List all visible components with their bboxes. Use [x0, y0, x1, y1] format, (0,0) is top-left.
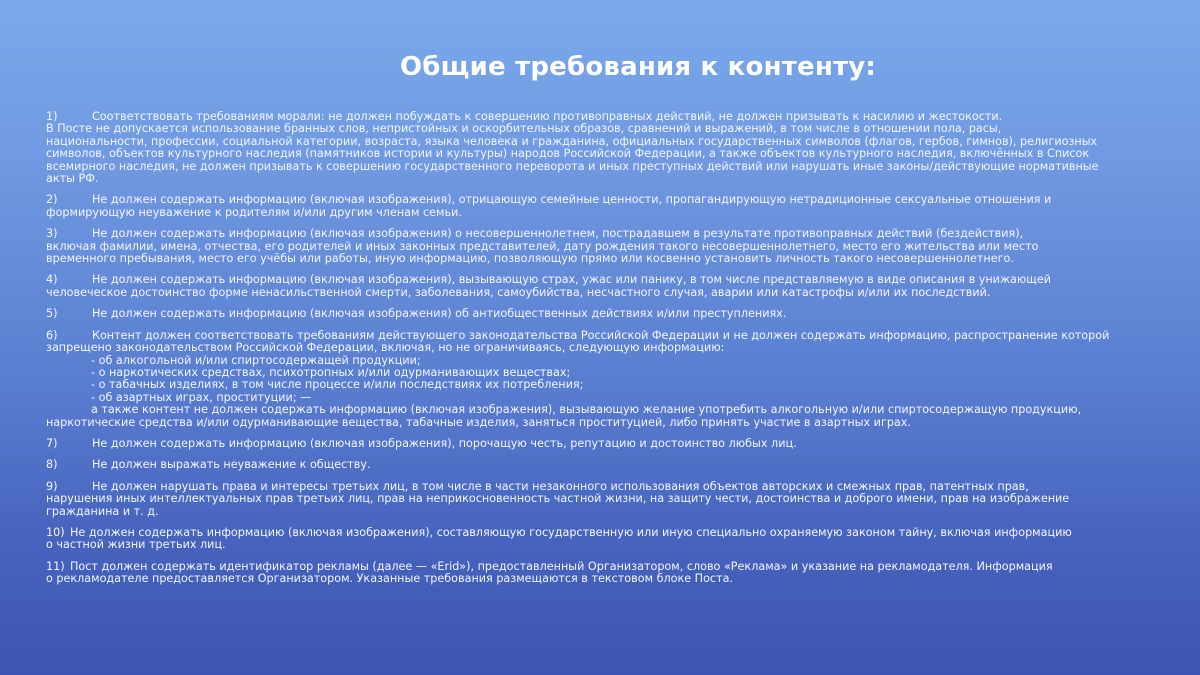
- sub-item: - об азартных играх, проституции; —: [91, 390, 312, 404]
- item-line: национальности, профессии, социальной категории, возраста, языка человека и гражданина, официальных государственных символов (флагов, гербов, гимнов), религиозных: [46, 134, 1098, 148]
- item-number: 5): [46, 307, 58, 321]
- requirement-item-7: [46, 438, 1191, 450]
- item-line: всемирного наследия, не должен призывать к совершению государственного переворота и иных преступных действий или нарушать иные законы/действующие нормативные: [46, 159, 1099, 173]
- item-line: о частной жизни третьих лиц.: [46, 538, 226, 552]
- sub-item: - о табачных изделиях, в том числе процессе и/или последствиях их потребления;: [91, 378, 584, 392]
- requirement-item-10: [46, 527, 1191, 552]
- item-line: включая фамилии, имена, отчества, его родителей и иных законных представителей, дату рождения такого несовершеннолетнего, место его жительства или место: [46, 239, 1039, 253]
- requirement-item-2: [46, 194, 1191, 219]
- item-line: временного пребывания, место его учёбы или работы, иную информацию, позволяющую прямо или косвенно установить личность такого несовершеннолетнего.: [46, 252, 1014, 266]
- item-number: 3): [46, 227, 58, 241]
- requirement-item-6: [46, 330, 1191, 429]
- item-number: 2): [46, 193, 58, 207]
- requirement-item-1: [46, 111, 1191, 185]
- requirements-list: [46, 111, 1191, 595]
- item-line: 9) Не должен нарушать права и интересы третьих лиц, в том числе в части незаконного использования объектов авторских и смежных прав, патентных прав,: [46, 479, 1029, 493]
- requirement-item-4: [46, 274, 1191, 299]
- sub-item: - о наркотических средствах, психотропных и/или одурманивающих веществах;: [91, 365, 571, 379]
- item-line: 6) Контент должен соответствовать требованиям действующего законодательства Российской Федерации и не должен содержать информацию, распространение которой: [46, 328, 1110, 342]
- item-line: запрещено законодательством Российской Федерации, включая, но не ограничиваясь, следующую информацию:: [46, 341, 725, 355]
- item-line: 10) Не должен содержать информацию (включая изображения), составляющую государственную или иную специально охраняемую законом тайну, включая информацию: [46, 525, 1072, 539]
- item-number: 8): [46, 458, 58, 472]
- requirement-item-5: [46, 308, 1191, 320]
- item-number: 10): [46, 525, 65, 539]
- item-line: 7) Не должен содержать информацию (включая изображения), порочащую честь, репутацию и достоинство любых лиц.: [46, 436, 797, 450]
- item-number: 1): [46, 110, 58, 123]
- item-line: а также контент не должен содержать информацию (включая изображения), вызывающую желание употребить алкогольную и/или спиртосодержащую продукцию,: [91, 403, 1082, 417]
- item-line: гражданина и т. д.: [46, 504, 159, 518]
- item-line: 2) Не должен содержать информацию (включая изображения), отрицающую семейные ценности, пропагандирующую нетрадиционные сексуальные отношения и: [46, 193, 1052, 207]
- item-number: 11): [46, 559, 65, 573]
- sub-item: - об алкогольной и/или спиртосодержащей продукции;: [91, 353, 421, 367]
- requirement-item-3: [46, 228, 1191, 265]
- item-line: человеческое достоинство форме ненасильственной смерти, заболевания, самоубийства, несчастного случая, аварии или катастрофы и/или их последствий.: [46, 285, 991, 299]
- slide-title: Общие требования к контенту:: [400, 52, 877, 82]
- item-line: символов, объектов культурного наследия (памятников истории и культуры) народов Российской Федерации, а также объектов культурного наследия, включённых в Список: [46, 147, 1090, 161]
- item-line: акты РФ.: [46, 172, 99, 186]
- item-number: 7): [46, 436, 58, 450]
- item-line: 3) Не должен содержать информацию (включая изображения) о несовершеннолетнем, пострадавшем в результате противоправных действий (бездействия),: [46, 227, 1024, 241]
- item-line: о рекламодателе предоставляется Организатором. Указанные требования размещаются в текстовом блоке Поста.: [46, 572, 733, 586]
- requirement-item-9: [46, 481, 1191, 518]
- item-line: 8) Не должен выражать неуважение к обществу.: [46, 458, 371, 472]
- item-line: нарушения иных интеллектуальных прав третьих лиц, прав на неприкосновенность частной жизни, на защиту чести, достоинства и доброго имени, прав на изображение: [46, 492, 1070, 506]
- item-line: наркотические средства и/или одурманивающие вещества, табачные изделия, заняться проституцией, либо принять участие в азартных играх.: [46, 415, 911, 429]
- item-number: 9): [46, 479, 58, 493]
- requirement-item-8: [46, 459, 1191, 471]
- item-line: 1) Соответствовать требованиям морали: не должен побуждать к совершению противоправных действий, не должен призывать к насилию и жестокости.: [46, 110, 1003, 123]
- requirement-item-11: [46, 561, 1191, 586]
- item-line: 5) Не должен содержать информацию (включая изображения) об антиобщественных действиях и/или преступлениях.: [46, 307, 787, 321]
- item-number: 6): [46, 328, 58, 342]
- item-line: 11) Пост должен содержать идентификатор рекламы (далее — «Erid»), предоставленный Организатором, слово «Реклама» и указание на рекламодателя. Информация: [46, 559, 1053, 573]
- item-line: В Посте не допускается использование бранных слов, непристойных и оскорбительных образов, сравнений и выражений, в том числе в отношении пола, расы,: [46, 122, 1002, 136]
- item-line: 4) Не должен содержать информацию (включая изображения), вызывающую страх, ужас или панику, в том числе представляемую в виде описания в унижающей: [46, 273, 1051, 287]
- item-line: формирующую неуважение к родителям и/или другим членам семьи.: [46, 205, 462, 219]
- item-number: 4): [46, 273, 58, 287]
